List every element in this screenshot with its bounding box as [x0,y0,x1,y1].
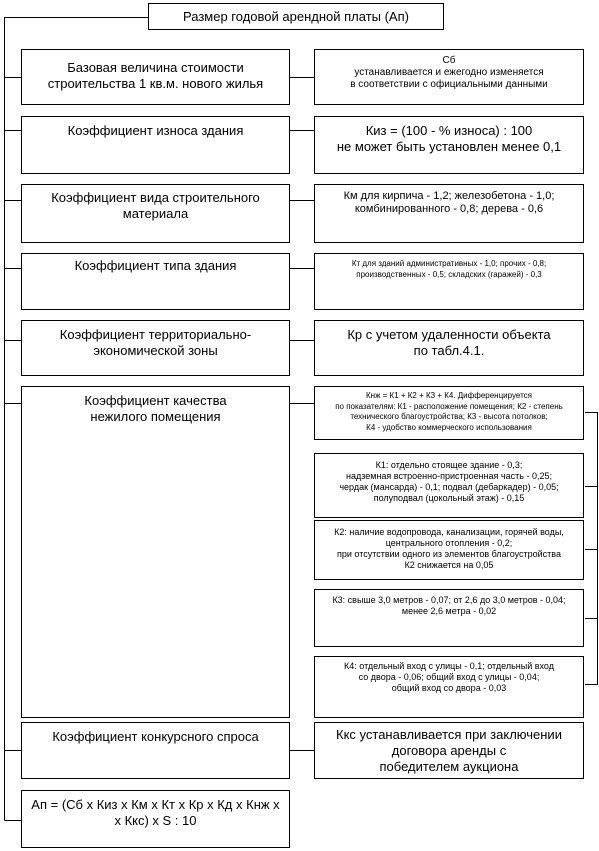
competition-desc-box [314,722,584,779]
factor-desc-box [314,386,584,440]
factor-desc: Км для кирпича - 1,2; железобетона - 1,0; комбинированного - 0,8; дерева - 0,6 [343,190,555,215]
subfactor-text: К1: отдельно стоящее здание - 0,3; надземная встроенно-пристроенная часть - 0,25; чердак (мансарда) - 0,1; подвал (дебаркадер) - 0,05; полуподвал (цокольный этаж) - 0,15 [339,460,559,503]
factor-desc: Кнж = К1 + К2 + К3 + К4. Дифференцируется по показателям: К1 - расположение помещения; К2 - степень технического благоустройства; К3 - высота потолков; К4 - удобство коммерческого использования [335,391,563,432]
factor-desc-box [314,184,584,243]
factor-label: Коэффициент вида строительного материала [51,190,260,221]
factor-desc-box [314,116,584,174]
factor-desc: Сб устанавливается и ежегодно изменяется в соответствии с официальными данными [350,55,548,90]
factor-label-box [21,116,290,174]
factor-label: Базовая величина стоимости строительства 1 кв.м. нового жилья [47,60,264,91]
factor-desc-box [314,49,584,105]
factor-desc-box [314,253,584,310]
subfactor-box-k3 [314,589,584,647]
title: Размер годовой арендной платы (Ап) [183,9,409,24]
competition-label: Коэффициент конкурсного спроса [52,729,259,744]
subfactor-box-k2 [314,520,584,580]
subfactor-box-k1 [314,453,584,518]
formula-box [21,790,290,848]
factor-desc: Киз = (100 - % износа) : 100 не может быть установлен менее 0,1 [336,123,562,154]
factor-label-box [21,320,290,376]
factor-label-box [21,386,290,718]
factor-label: Коэффициент территориально- экономической зоны [59,327,252,358]
competition-desc: Ккс устанавливается при заключении договора аренды с победителем аукциона [336,727,562,774]
subfactor-text: К3: свыше 3,0 метров - 0,07; от 2,6 до 3,0 метров - 0,04; менее 2,6 метра - 0,02 [332,595,566,616]
factor-label-box [21,253,290,310]
subfactor-text: К2: наличие водопровода, канализации, горячей воды, центрального отопления - 0,2; при отсутствии одного из элементов благоустройства К2 снижается на 0,05 [334,527,564,570]
factor-label: Коэффициент износа здания [67,123,244,138]
subfactor-text: К4: отдельный вход с улицы - 0,1; отдельный вход со двора - 0,06; общий вход с улицы - 0,04; общий вход со двора - 0,03 [344,661,554,693]
factor-label: Коэффициент типа здания [74,258,237,273]
factor-label: Коэффициент качества нежилого помещения [84,393,227,424]
factor-desc: Кр с учетом удаленности объекта по табл.4.1. [347,327,551,358]
factor-label-box [21,184,290,243]
title-box [148,3,444,30]
subfactor-box-k4 [314,656,584,718]
factor-label-box [21,49,290,105]
factor-desc: Кт для зданий административных - 1,0; прочих - 0,8; производственных - 0,5; складских (гаражей) - 0,3 [351,259,547,279]
factor-desc-box [314,320,584,376]
formula: Ап = (Сб х Киз х Км х Кт х Кр х Кд х Кнж х х Ккс) х S : 10 [31,797,280,828]
competition-label-box [21,722,290,779]
